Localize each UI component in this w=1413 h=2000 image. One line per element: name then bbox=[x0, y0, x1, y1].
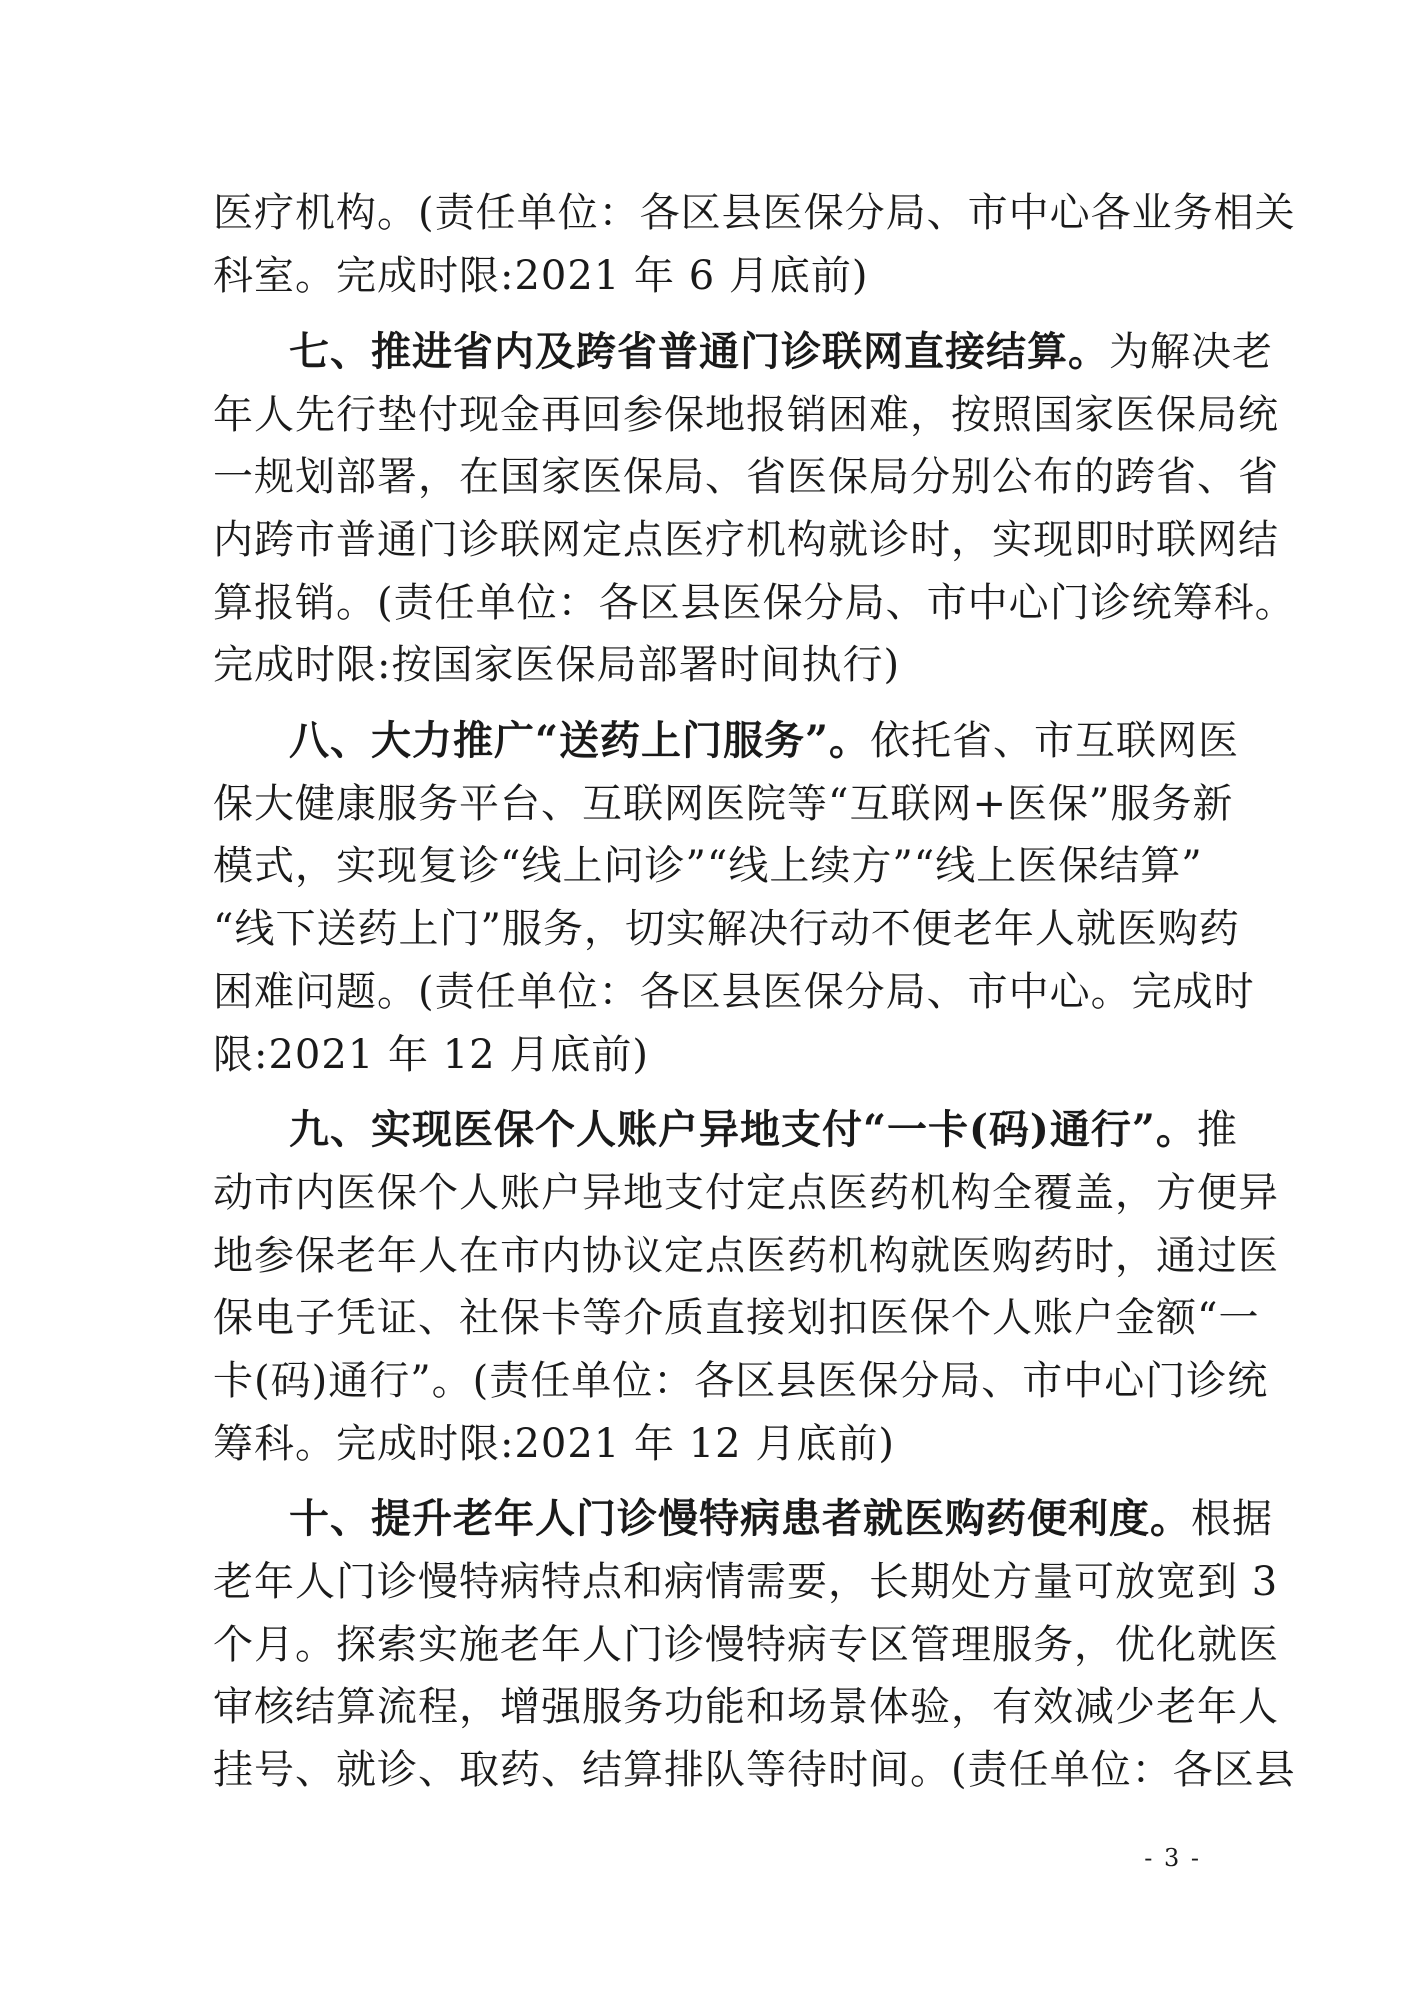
text-line bbox=[213, 638, 900, 692]
section-heading: 七、推进省内及跨省普通门诊联网直接结算。 bbox=[289, 328, 1109, 375]
line-text: 个月。探索实施老年人门诊慢特病专区管理服务，优化就医 bbox=[213, 1622, 1279, 1668]
line-text: 地参保老年人在市内协议定点医药机构就医购药时，通过医 bbox=[213, 1233, 1279, 1279]
page-number: - 3 - bbox=[1144, 1844, 1201, 1872]
line-text: 科室。完成时限:2021 年 6 月底前) bbox=[213, 253, 869, 299]
text-line bbox=[289, 714, 1239, 768]
text-line bbox=[213, 1680, 1279, 1734]
text-line bbox=[213, 839, 1203, 893]
text-line bbox=[289, 325, 1273, 379]
text-line bbox=[213, 777, 1233, 831]
text-line bbox=[213, 965, 1255, 1019]
text-line bbox=[213, 1291, 1259, 1345]
text-line bbox=[213, 388, 1279, 442]
line-text: 动市内医保个人账户异地支付定点医药机构全覆盖，方便异 bbox=[213, 1170, 1279, 1216]
text-line bbox=[289, 1492, 1273, 1546]
line-text: 卡(码)通行”。(责任单位：各区县医保分局、市中心门诊统 bbox=[213, 1358, 1269, 1404]
section-heading: 九、实现医保个人账户异地支付“一卡(码)通行”。 bbox=[289, 1106, 1197, 1153]
line-text: 推 bbox=[1196, 1107, 1238, 1153]
text-line bbox=[213, 1743, 1296, 1797]
text-line bbox=[213, 576, 1296, 630]
text-line bbox=[213, 1229, 1279, 1283]
line-text: 保电子凭证、社保卡等介质直接划扣医保个人账户金额“一 bbox=[213, 1295, 1260, 1341]
text-line bbox=[213, 902, 1240, 956]
text-line bbox=[213, 186, 1296, 240]
section-heading: 十、提升老年人门诊慢特病患者就医购药便利度。 bbox=[289, 1495, 1191, 1542]
line-text: 困难问题。(责任单位：各区县医保分局、市中心。完成时 bbox=[213, 969, 1255, 1015]
line-text: 一规划部署，在国家医保局、省医保局分别公布的跨省、省 bbox=[213, 454, 1279, 500]
line-text: 内跨市普通门诊联网定点医疗机构就诊时，实现即时联网结 bbox=[213, 517, 1279, 563]
text-line bbox=[213, 1417, 895, 1471]
line-text: 年人先行垫付现金再回参保地报销困难，按照国家医保局统 bbox=[213, 392, 1279, 438]
text-line bbox=[213, 1354, 1268, 1408]
line-text: 挂号、就诊、取药、结算排队等待时间。(责任单位：各区县 bbox=[213, 1747, 1296, 1793]
line-text: 保大健康服务平台、互联网医院等“互联网+医保”服务新 bbox=[213, 781, 1234, 827]
text-line bbox=[213, 1555, 1278, 1609]
line-text: 限:2021 年 12 月底前) bbox=[213, 1032, 649, 1078]
line-text: 算报销。(责任单位：各区县医保分局、市中心门诊统筹科。 bbox=[213, 580, 1296, 626]
text-line bbox=[213, 513, 1279, 567]
text-line bbox=[213, 249, 868, 303]
text-line bbox=[213, 450, 1279, 504]
text-line bbox=[213, 1028, 649, 1082]
text-line bbox=[289, 1103, 1238, 1157]
line-text: “线下送药上门”服务，切实解决行动不便老年人就医购药 bbox=[213, 906, 1240, 952]
line-text: 医疗机构。(责任单位：各区县医保分局、市中心各业务相关 bbox=[213, 190, 1296, 236]
line-text: 筹科。完成时限:2021 年 12 月底前) bbox=[213, 1421, 895, 1467]
line-text: 根据 bbox=[1191, 1496, 1273, 1542]
line-text: 为解决老 bbox=[1109, 329, 1273, 375]
line-text: 老年人门诊慢特病特点和病情需要，长期处方量可放宽到 3 bbox=[213, 1559, 1279, 1605]
text-line bbox=[213, 1166, 1279, 1220]
line-text: 依托省、市互联网医 bbox=[870, 718, 1240, 764]
line-text: 模式，实现复诊“线上问诊”“线上续方”“线上医保结算” bbox=[213, 843, 1203, 889]
text-line bbox=[213, 1618, 1279, 1672]
section-heading: 八、大力推广“送药上门服务”。 bbox=[289, 717, 871, 764]
line-text: 完成时限:按国家医保局部署时间执行) bbox=[213, 642, 901, 688]
line-text: 审核结算流程，增强服务功能和场景体验，有效减少老年人 bbox=[213, 1684, 1279, 1730]
